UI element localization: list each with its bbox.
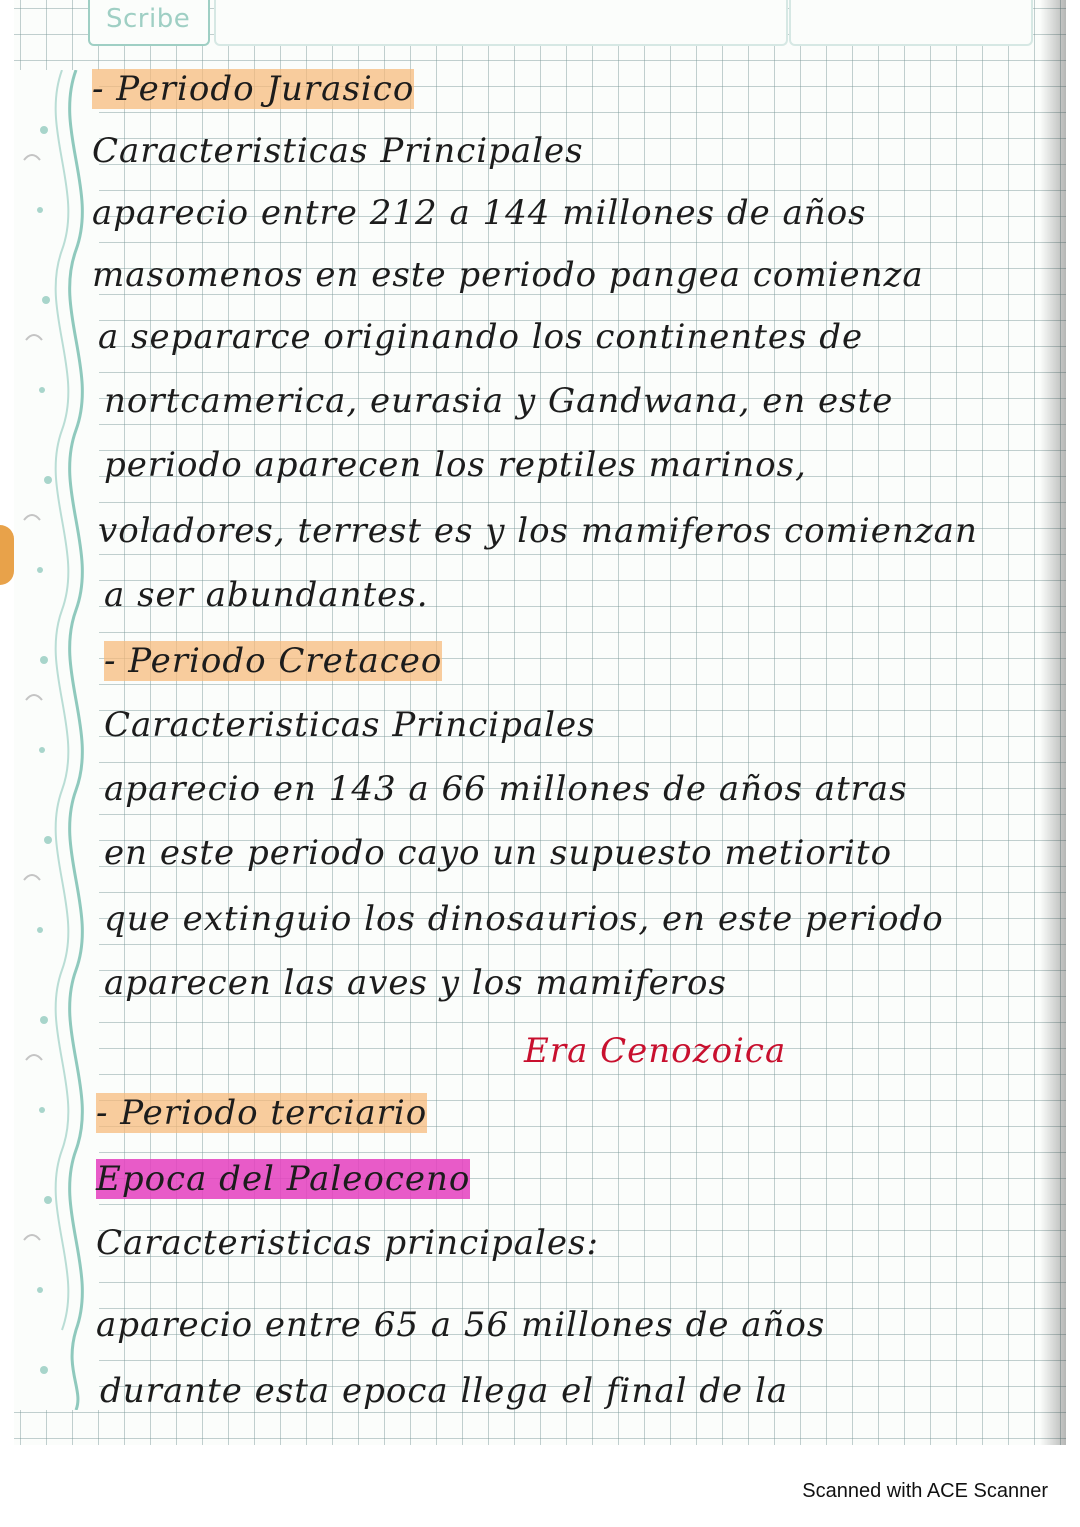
text-line: periodo aparecen los reptiles marinos, <box>104 445 807 485</box>
text-line: aparecio en 143 a 66 millones de años atras <box>104 769 908 809</box>
text-line: Caracteristicas Principales <box>92 131 584 171</box>
text-line: aparecen las aves y los mamiferos <box>104 963 727 1003</box>
header-date-field <box>214 0 788 46</box>
page-edge-shadow <box>1040 0 1066 1445</box>
text-line: Caracteristicas principales: <box>96 1223 599 1263</box>
heading-jurasico: - Periodo Jurasico <box>92 69 415 109</box>
text-line: a separarce originando los continentes de <box>98 317 864 357</box>
text-line: durante esta epoca llega el final de la <box>100 1371 789 1411</box>
binder-tab <box>0 525 14 585</box>
text-line: masomenos en este periodo pangea comienza <box>92 255 924 295</box>
heading-era-cenozoica: Era Cenozoica <box>524 1031 787 1071</box>
text-line: a ser abundantes. <box>104 575 429 615</box>
heading-cretaceo: - Periodo Cretaceo <box>104 641 443 681</box>
header-number-field <box>789 0 1033 46</box>
text-line: Caracteristicas Principales <box>104 705 596 745</box>
vine-border-icon <box>14 70 99 1410</box>
text-line: voladores, terrest es y los mamiferos comienzan <box>98 511 978 551</box>
text-line: aparecio entre 65 a 56 millones de años <box>96 1305 826 1345</box>
margin-decoration <box>14 70 99 1410</box>
scanner-watermark: Scanned with ACE Scanner <box>802 1480 1048 1502</box>
text-line: que extinguio los dinosaurios, en este periodo <box>104 899 944 939</box>
text-line: en este periodo cayo un supuesto metiorito <box>104 833 893 873</box>
text-line: aparecio entre 212 a 144 millones de años <box>92 193 867 233</box>
header-brand: Scribe <box>106 4 191 34</box>
heading-terciario: - Periodo terciario <box>96 1093 428 1133</box>
text-line: nortcamerica, eurasia y Gandwana, en este <box>104 381 894 421</box>
heading-paleoceno: Epoca del Paleoceno <box>96 1159 471 1199</box>
